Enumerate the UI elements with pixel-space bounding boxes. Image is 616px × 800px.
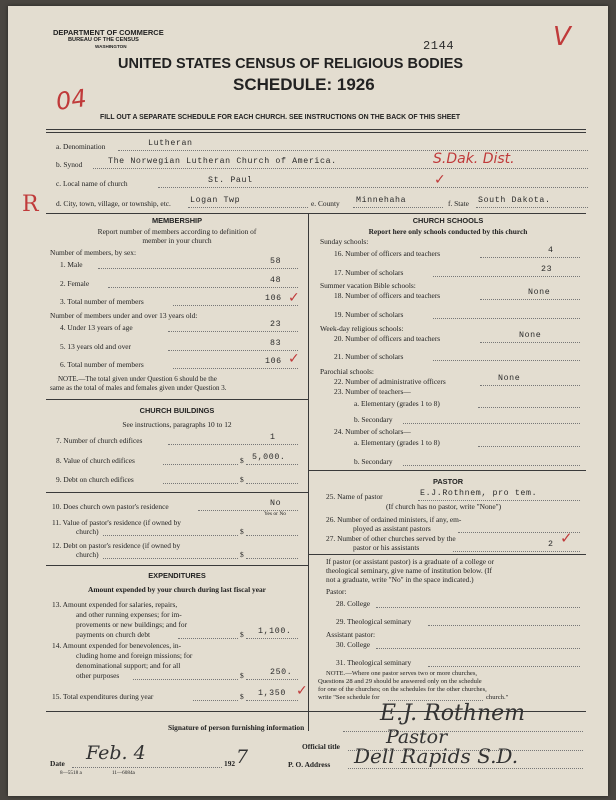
q17-label: 17. Number of scholars — [334, 268, 404, 277]
q14-value: 250. — [270, 668, 293, 677]
tick-mark-q3: ✓ — [288, 290, 300, 306]
q9-dollar: $ — [240, 475, 244, 484]
pastor-heading: PASTOR — [432, 477, 464, 486]
q25-label: 25. Name of pastor — [326, 492, 383, 501]
date-value: Feb. 4 — [86, 742, 146, 764]
q23-label: 23. Number of teachers— — [334, 387, 411, 396]
q21-label: 21. Number of scholars — [334, 352, 404, 361]
sunday-schools-label: Sunday schools: — [320, 237, 369, 246]
q27-value: 2 — [548, 540, 554, 549]
po-address-value: Dell Rapids S.D. — [354, 744, 519, 768]
q14-label-2: cluding home and foreign missions; for — [76, 651, 193, 660]
q30-label: 30. College — [336, 640, 371, 649]
bureau-name: BUREAU OF THE CENSUS — [68, 37, 139, 43]
q18-value: None — [528, 288, 551, 297]
membership-heading: MEMBERSHIP — [151, 216, 203, 225]
schools-heading: CHURCH SCHOOLS — [412, 216, 484, 225]
members-by-sex-label: Number of members, by sex: — [50, 248, 136, 257]
state-value: South Dakota. — [478, 196, 551, 205]
q1-label: 1. Male — [60, 260, 83, 269]
membership-note-1: NOTE.—The total given under Question 6 should be the — [58, 375, 217, 383]
q16-value: 4 — [548, 246, 554, 255]
state-label: f. State — [448, 199, 469, 208]
q24-label: 24. Number of scholars— — [334, 427, 411, 436]
print-number: 11—6084a — [112, 770, 135, 776]
q20-label: 20. Number of officers and teachers — [334, 334, 441, 343]
q13-label-3: provements or new buildings; and for — [76, 620, 188, 629]
form-title: UNITED STATES CENSUS OF RELIGIOUS BODIES — [118, 56, 464, 72]
q11-dollar: $ — [240, 527, 244, 536]
q3-label: 3. Total number of members — [60, 297, 144, 306]
county-label: e. County — [311, 199, 340, 208]
q27-label-1: 27. Number of other churches served by the — [326, 534, 456, 543]
pastor-note-4: write "See schedule for — [318, 694, 380, 701]
q15-dollar: $ — [240, 692, 244, 701]
q8-value: 5,000. — [252, 453, 286, 462]
synod-value: The Norwegian Lutheran Church of America. — [108, 157, 337, 166]
q27-label-2: pastor or his assistants — [353, 543, 420, 552]
summer-schools-label: Summer vacation Bible schools: — [320, 281, 416, 290]
q4-value: 23 — [270, 320, 282, 329]
expenditures-intro: Amount expended by your church during last fiscal year — [88, 585, 266, 594]
tick-mark-local: ✓ — [434, 172, 446, 188]
q29-label: 29. Theological seminary — [336, 617, 412, 626]
q26-label-1: 26. Number of ordained ministers, if any, em- — [326, 515, 462, 524]
q7-value: 1 — [270, 433, 276, 442]
red-number-04: 04 — [54, 84, 89, 116]
q7-label: 7. Number of church edifices — [56, 436, 143, 445]
q14-label-4: other purposes — [76, 671, 120, 680]
q23a-label: a. Elementary (grades 1 to 8) — [354, 399, 440, 408]
q16-label: 16. Number of officers and teachers — [334, 249, 441, 258]
county-value: Minnehaha — [356, 196, 407, 205]
q15-label: 15. Total expenditures during year — [52, 692, 154, 701]
q8-dollar: $ — [240, 456, 244, 465]
official-title-label: Official title — [302, 742, 340, 751]
q1-value: 58 — [270, 257, 282, 266]
q24b-label: b. Secondary — [354, 457, 393, 466]
tick-mark-q15: ✓ — [296, 683, 308, 699]
q25-value: E.J.Rothnem, pro tem. — [420, 489, 538, 498]
q12-label-2: church) — [76, 550, 99, 559]
q22-value: None — [498, 374, 521, 383]
q18-label: 18. Number of officers and teachers — [334, 291, 441, 300]
local-name-value: St. Paul — [208, 176, 253, 185]
signature-value: E.J. Rothnem — [380, 701, 526, 726]
year-suffix: 7 — [236, 746, 249, 768]
check-mark-top: V — [553, 22, 571, 52]
yes-no-hint: Yes or No — [264, 511, 287, 517]
q24a-label: a. Elementary (grades 1 to 8) — [354, 438, 440, 447]
q5-value: 83 — [270, 339, 282, 348]
membership-note-2: same as the total of males and females given under Question 3. — [50, 384, 227, 392]
schedule-title: SCHEDULE: 1926 — [233, 75, 375, 94]
denomination-value: Lutheran — [148, 139, 193, 148]
q13-label-2: and other running expenses; for im- — [76, 610, 182, 619]
q9-label: 9. Debt on church edifices — [56, 475, 134, 484]
date-label: Date — [50, 759, 65, 768]
serial-number: 2144 — [423, 39, 455, 53]
census-schedule-sheet — [8, 6, 608, 796]
tick-mark-q27: ✓ — [560, 529, 573, 547]
q31-label: 31. Theological seminary — [336, 658, 412, 667]
q6-value: 106 — [265, 357, 282, 366]
synod-label: b. Synod — [56, 160, 83, 169]
q2-value: 48 — [270, 276, 282, 285]
buildings-intro: See instructions, paragraphs 10 to 12 — [122, 420, 232, 429]
red-r-mark: R — [22, 192, 39, 217]
tick-mark-q6: ✓ — [288, 351, 300, 367]
form-number: 8—5518 a — [60, 770, 82, 776]
q14-label-1: 14. Amount expended for benevolences, in- — [52, 641, 182, 650]
q10-label: 10. Does church own pastor's residence — [52, 502, 169, 511]
q28-label: 28. College — [336, 599, 371, 608]
weekday-schools-label: Week-day religious schools: — [320, 324, 404, 333]
graduate-note-3: not a graduate, write "No" in the space indicated.) — [326, 575, 474, 584]
q19-label: 19. Number of scholars — [334, 310, 404, 319]
q14-label-3: denominational support; and for all — [76, 661, 181, 670]
po-address-label: P. O. Address — [288, 760, 331, 769]
instruction-line: FILL OUT A SEPARATE SCHEDULE FOR EACH CHURCH. SEE INSTRUCTIONS ON THE BACK OF THIS SHEET — [100, 114, 461, 121]
membership-intro-2: member in your church — [142, 236, 212, 245]
q6-label: 6. Total number of members — [60, 360, 144, 369]
pastor-note-1: NOTE.—Where one pastor serves two or more churches, — [326, 670, 478, 677]
pastor-section-label: Pastor: — [326, 587, 347, 596]
schools-intro: Report here only schools conducted by this church — [368, 227, 528, 236]
q13-label-1: 13. Amount expended for salaries, repairs, — [52, 600, 178, 609]
q13-value: 1,100. — [258, 627, 292, 636]
city-label: d. City, town, village, or township, etc. — [56, 199, 171, 208]
q11-label-2: church) — [76, 527, 99, 536]
q12-dollar: $ — [240, 550, 244, 559]
denomination-label: a. Denomination — [56, 142, 106, 151]
q11-label-1: 11. Value of pastor's residence (if owned by — [52, 518, 181, 527]
synod-district-note: S.Dak. Dist. — [433, 151, 515, 167]
q5-label: 5. 13 years old and over — [60, 342, 132, 351]
department-name: DEPARTMENT OF COMMERCE — [53, 28, 164, 37]
q23b-label: b. Secondary — [354, 415, 393, 424]
city-value: Logan Twp — [190, 196, 241, 205]
bureau-city: WASHINGTON — [95, 44, 127, 49]
pastor-note-5: church." — [486, 694, 509, 701]
q26-label-2: ployed as assistant pastors — [353, 524, 431, 533]
q10-value: No — [270, 499, 282, 508]
expenditures-heading: EXPENDITURES — [148, 571, 206, 580]
q15-value: 1,350 — [258, 689, 286, 698]
q13-dollar: $ — [240, 630, 244, 639]
q22-label: 22. Number of administrative officers — [334, 377, 446, 386]
q14-dollar: $ — [240, 671, 244, 680]
q4-label: 4. Under 13 years of age — [60, 323, 133, 332]
q20-value: None — [519, 331, 542, 340]
q25-note: (If church has no pastor, write "None") — [386, 502, 502, 511]
official-title-value: Pastor — [386, 726, 448, 748]
pastor-note-2: Questions 28 and 29 should be answered only on the schedule — [318, 678, 482, 685]
pastor-note-3: for one of the churches; on the schedules for the other churches, — [318, 686, 487, 693]
membership-intro-1: Report number of members according to definition of — [97, 227, 257, 236]
buildings-heading: CHURCH BUILDINGS — [139, 406, 215, 415]
q8-label: 8. Value of church edifices — [56, 456, 135, 465]
graduate-note-2: theological seminary, give name of institution below. (If — [326, 566, 492, 575]
year-prefix: 192 — [224, 759, 236, 768]
assistant-pastor-label: Assistant pastor: — [326, 630, 376, 639]
local-name-label: c. Local name of church — [56, 179, 128, 188]
signature-label: Signature of person furnishing information — [168, 723, 305, 732]
q17-value: 23 — [541, 265, 553, 274]
q3-value: 106 — [265, 294, 282, 303]
q13-label-4: payments on church debt — [76, 630, 151, 639]
age-intro-label: Number of members under and over 13 years old: — [50, 311, 198, 320]
q12-label-1: 12. Debt on pastor's residence (if owned by — [52, 541, 181, 550]
graduate-note-1: If pastor (or assistant pastor) is a graduate of a college or — [326, 557, 495, 566]
parochial-schools-label: Parochial schools: — [320, 367, 374, 376]
q2-label: 2. Female — [60, 279, 90, 288]
